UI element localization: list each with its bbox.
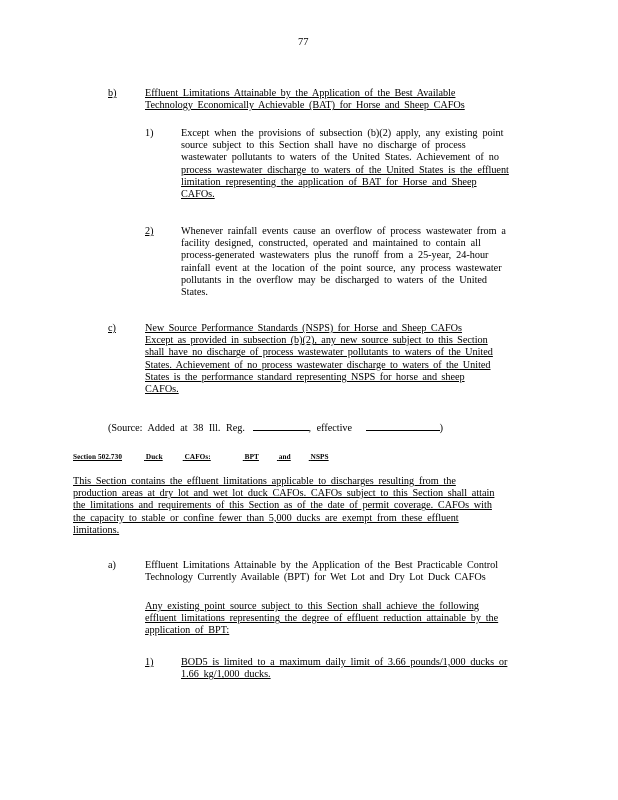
item-c-line: States is the performance standard representing NSPS for horse and sheep <box>145 371 465 383</box>
item-b2-line: facility designed, constructed, operated and maintained to contain all <box>181 238 481 250</box>
section-intro-line: the capacity to stable or confine fewer than 5,000 ducks are exempt from these effluent <box>73 512 459 524</box>
item-b-heading-line: Effluent Limitations Attainable by the Application of the Best Available <box>145 88 456 99</box>
item-a-intro-line: application of BPT: <box>145 625 230 637</box>
item-a-label: a) <box>108 560 116 571</box>
item-c-label: c) <box>108 323 116 334</box>
item-b1-line-amended: process wastewater discharge to waters of the United States is the effluent <box>181 164 509 176</box>
section-number: Section 502.730 <box>73 453 123 461</box>
item-a1-label: 1) <box>145 657 154 668</box>
item-b1-line: wastewater pollutants to waters of the United States. Achievement of no <box>181 152 499 164</box>
item-c-line: shall have no discharge of process wastewater pollutants to waters of the United <box>145 347 493 359</box>
source-note <box>108 421 443 435</box>
item-b2-line: rainfall event at the location of the point source, any process wastewater <box>181 262 502 274</box>
section-intro-line: production areas at dry lot and wet lot duck CAFOs. CAFOs subject to this Section shall attain <box>73 488 495 500</box>
item-b1-line-amended: CAFOs. <box>181 189 215 201</box>
section-title-word: BPT <box>244 453 259 461</box>
section-title-word: Duck <box>145 453 163 461</box>
item-a-heading-line: Technology Currently Available (BPT) for Wet Lot and Dry Lot Duck CAFOs <box>145 572 486 584</box>
item-b2-line: process-generated wastewaters plus the runoff from a 25-year, 24-hour <box>181 250 489 262</box>
item-b-heading-line: Technology Economically Achievable (BAT) for Horse and Sheep CAFOs <box>145 100 465 112</box>
item-b2-line: pollutants in the overflow may be discharged to waters of the United <box>181 274 488 286</box>
item-c-line: CAFOs. <box>145 384 179 396</box>
item-b1-line: source subject to this Section shall have no discharge of process <box>181 140 466 152</box>
section-intro <box>73 476 494 537</box>
item-b2-line: States. <box>181 287 208 299</box>
item-a1-text <box>181 657 507 681</box>
item-b1-label: 1) <box>145 128 154 139</box>
section-intro-line: limitations. <box>73 524 120 536</box>
source-note-blank-1 <box>253 421 309 431</box>
item-a-heading-line: Effluent Limitations Attainable by the Application of the Best Practicable Control <box>145 560 499 571</box>
source-note-blank-2 <box>366 421 440 431</box>
item-c-line: States. Achievement of no process wastewater discharge to waters of the United <box>145 359 491 371</box>
section-title-word: CAFOs: <box>184 453 211 461</box>
item-a-intro-line: Any existing point source subject to this Section shall achieve the following <box>145 601 480 612</box>
section-intro-line: the limitations and requirements of this Section as of the date of permit coverage. CAFOs with <box>73 500 492 512</box>
source-note-prefix: (Source: Added at 38 Ill. Reg. <box>108 423 245 434</box>
section-title-word: NSPS <box>310 453 329 461</box>
item-b1-text <box>181 128 509 201</box>
item-a1-line: 1.66 kg/1,000 ducks. <box>181 669 271 681</box>
section-heading <box>73 451 329 463</box>
item-a-heading <box>145 560 498 584</box>
page-number: 77 <box>298 37 309 48</box>
item-b2-line: Whenever rainfall events cause an overflow of process wastewater from a <box>181 226 506 237</box>
section-title-word: and <box>278 453 291 461</box>
item-c-line: Except as provided in subsection (b)(2), any new source subject to this Section <box>145 335 488 347</box>
item-b2-text <box>181 226 506 299</box>
item-b2-label: 2) <box>145 226 154 237</box>
source-note-suffix: ) <box>439 423 443 434</box>
item-b1-line: Except when the provisions of subsection (b)(2) apply, any existing point <box>181 128 504 139</box>
item-a-intro-line: effluent limitations representing the degree of effluent reduction attainable by the <box>145 613 499 625</box>
item-a1-line: BOD5 is limited to a maximum daily limit of 3.66 pounds/1,000 ducks or <box>181 657 508 668</box>
item-a-intro <box>145 601 498 638</box>
item-b1-line-amended: limitation representing the application of BAT for Horse and Sheep <box>181 176 477 188</box>
item-b-label: b) <box>108 88 117 99</box>
item-c-text <box>145 323 493 396</box>
section-intro-line: This Section contains the effluent limitations applicable to discharges resulting from the <box>73 476 456 487</box>
item-c-line: New Source Performance Standards (NSPS) for Horse and Sheep CAFOs <box>145 323 462 334</box>
item-b-heading <box>145 88 465 112</box>
source-note-middle: , effective <box>308 423 353 434</box>
